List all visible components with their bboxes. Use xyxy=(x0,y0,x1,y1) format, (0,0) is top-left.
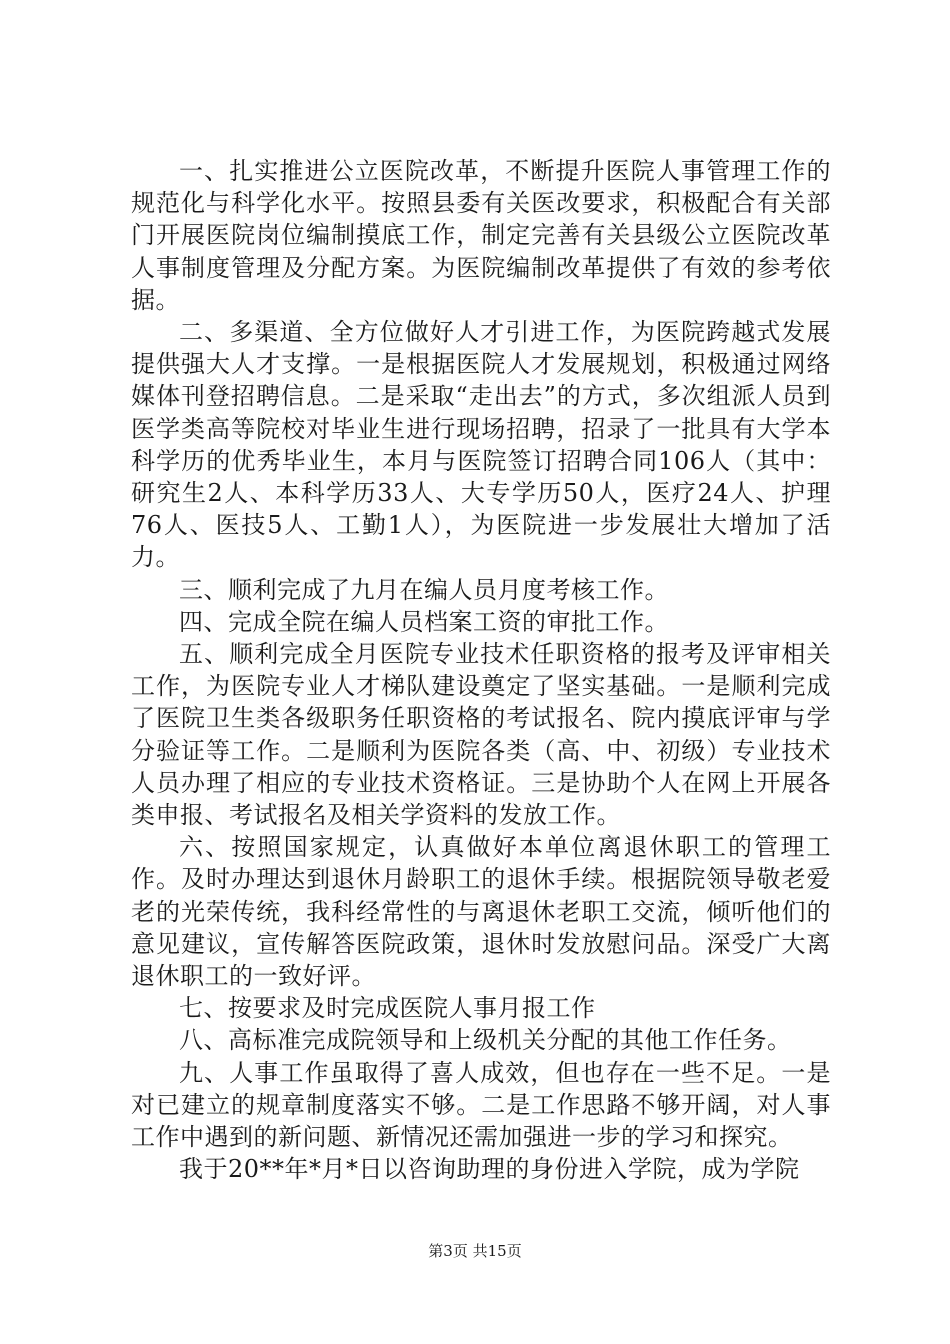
page-footer xyxy=(0,1240,950,1261)
paragraph-5: 五、顺利完成全月医院专业技术任职资格的报考及评审相关工作，为医院专业人才梯队建设奠定了坚实基础。一是顺利完成了医院卫生类各级职务任职资格的考试报名、院内摸底评审与学分验证等工作。二是顺利为医院各类（高、中、初级）专业技术人员办理了相应的专业技术资格证。三是协助个人在网上开展各类申报、考试报名及相关学资料的发放工作。 xyxy=(131,640,831,830)
paragraph-7: 七、按要求及时完成医院人事月报工作 xyxy=(179,994,596,1023)
paragraph-3: 三、顺利完成了九月在编人员月度考核工作。 xyxy=(179,575,669,604)
paragraph-1: 一、扎实推进公立医院改革，不断提升医院人事管理工作的规范化与科学化水平。按照县委有关医改要求，积极配合有关部门开展医院岗位编制摸底工作，制定完善有关县级公立医院改革人事制度管理及分配方案。为医院编制改革提供了有效的参考依据。 xyxy=(131,157,831,314)
paragraph-10: 我于20**年*月*日以咨询助理的身份进入学院，成为学院 xyxy=(179,1155,800,1184)
paragraph-4: 四、完成全院在编人员档案工资的审批工作。 xyxy=(179,607,669,636)
paragraph-6: 六、按照国家规定，认真做好本单位离退休职工的管理工作。及时办理达到退休月龄职工的退休手续。根据院领导敬老爱老的光荣传统，我科经常性的与离退休老职工交流，倾听他们的意见建议，宣传解答医院政策，退休时发放慰问品。深受广大离退休职工的一致好评。 xyxy=(131,833,831,991)
paragraph-9: 九、人事工作虽取得了喜人成效，但也存在一些不足。一是对已建立的规章制度落实不够。二是工作思路不够开阔，对人事工作中遇到的新问题、新情况还需加强进一步的学习和探究。 xyxy=(131,1058,831,1152)
paragraph-8: 八、高标准完成院领导和上级机关分配的其他工作任务。 xyxy=(179,1026,792,1055)
document-body xyxy=(131,155,831,1186)
paragraph-2: 二、多渠道、全方位做好人才引进工作，为医院跨越式发展提供强大人才支撑。一是根据医院人才发展规划，积极通过网络媒体刊登招聘信息。二是采取“走出去”的方式，多次组派人员到医学类高等院校对毕业生进行现场招聘，招录了一批具有大学本科学历的优秀毕业生，本月与医院签订招聘合同106人（其中：研究生2人、本科学历33人、大专学历50人，医疗24人、护理76人、医技5人、工勤1人），为医院进一步发展壮大增加了活力。 xyxy=(131,318,831,572)
page-number-label: 第3页 共15页 xyxy=(428,1242,522,1260)
